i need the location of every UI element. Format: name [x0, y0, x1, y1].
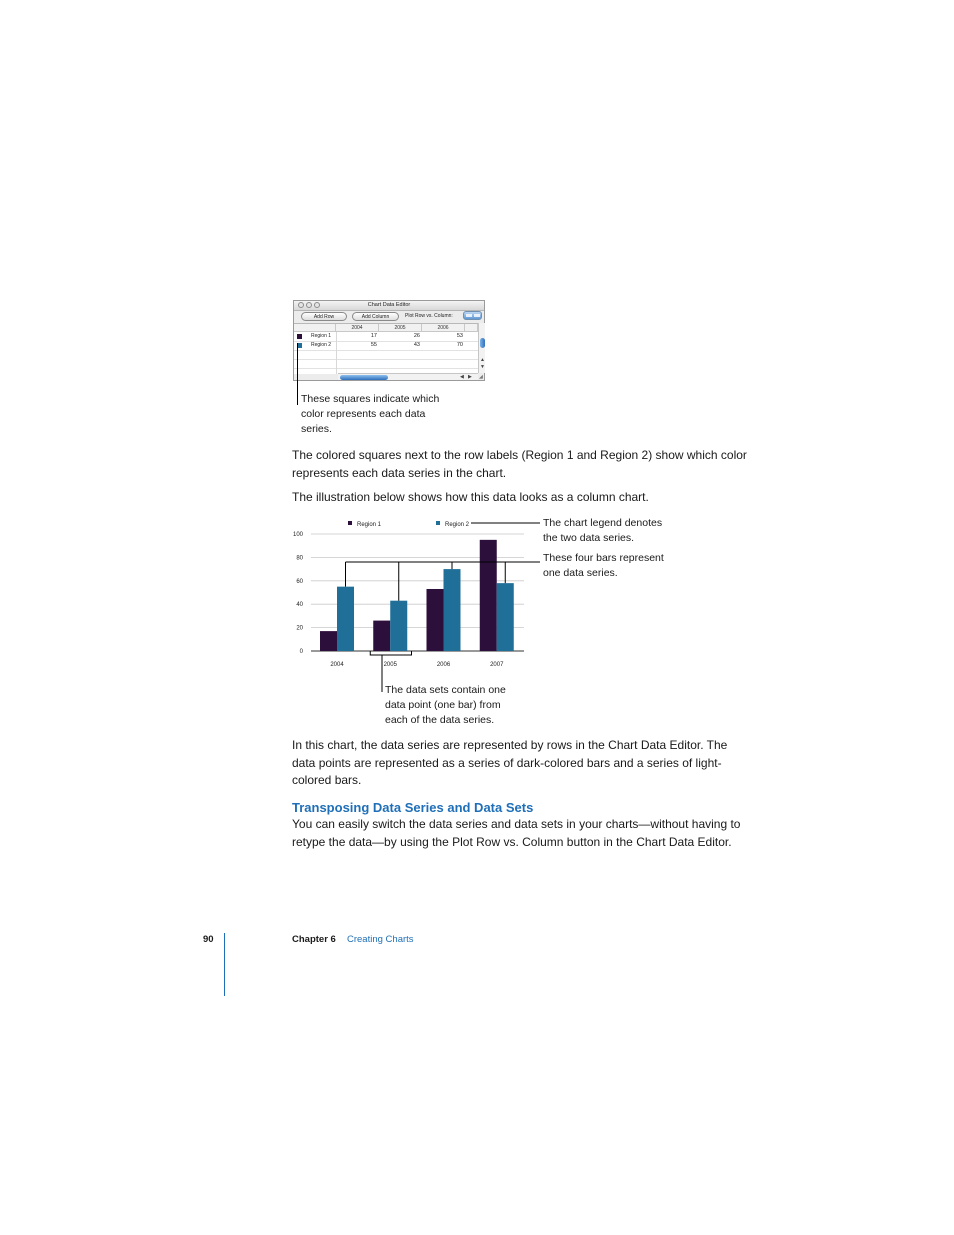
bar: [390, 601, 407, 651]
paragraph-line: The colored squares next to the row labels (Region 1 and Region 2) show which color: [292, 448, 747, 462]
column-header[interactable]: 2004: [336, 324, 379, 332]
paragraph-line: In this chart, the data series are represented by rows in the Chart Data Editor. The: [292, 738, 728, 752]
callout-line-text: the two data series.: [543, 532, 635, 544]
row-label-region-1[interactable]: Region 1: [311, 333, 332, 339]
legend-label: Region 2: [445, 522, 470, 528]
paragraph-line: colored bars.: [292, 773, 362, 787]
callout-line-text: The chart legend denotes: [543, 517, 663, 529]
paragraph-line: data points are represented as a series of dark-colored bars and a series of light-: [292, 755, 722, 770]
data-cell[interactable]: 55: [370, 342, 377, 348]
callout-line-text: one data series.: [543, 567, 618, 579]
chart-layer: [293, 521, 540, 692]
bar: [497, 583, 514, 651]
callout-line-text: The data sets contain one: [385, 684, 506, 696]
column-header[interactable]: 2006: [422, 324, 465, 332]
scroll-down-arrow-icon[interactable]: ▼: [480, 364, 485, 370]
bar: [320, 631, 337, 651]
paragraph-line: You can easily switch the data series and data sets in your charts—without having to: [292, 817, 741, 831]
add-row-button[interactable]: Add Row: [301, 312, 347, 321]
y-tick-label: 40: [296, 602, 303, 609]
page-number: 90: [203, 934, 214, 945]
x-tick-label: 2004: [330, 662, 344, 668]
editor-title: Chart Data Editor: [367, 302, 411, 308]
paragraph-line: retype the data—by using the Plot Row vs. Column button in the Chart Data Editor.: [292, 834, 732, 849]
add-column-button[interactable]: Add Column: [352, 312, 399, 321]
paragraph-transposing: [292, 816, 740, 851]
plot-row-column-label: Plot Row vs. Column:: [405, 313, 453, 319]
data-cell[interactable]: 17: [370, 333, 377, 339]
x-tick-label: 2005: [383, 662, 397, 668]
paragraph-line: represents each data series in the chart.: [292, 465, 507, 480]
footer-rule: [224, 933, 225, 996]
data-cell[interactable]: 70: [456, 342, 463, 348]
x-tick-label: 2006: [436, 662, 451, 668]
column-header[interactable]: 2005: [379, 324, 422, 332]
row-label-region-2[interactable]: Region 2: [311, 342, 332, 348]
bar: [480, 540, 497, 651]
legend-swatch: [436, 521, 440, 525]
chapter-title-link[interactable]: Creating Charts: [347, 934, 414, 945]
section-heading: Transposing Data Series and Data Sets: [292, 800, 534, 815]
callout-line-text: series.: [301, 423, 332, 435]
y-tick-label: 20: [296, 625, 303, 632]
callout-line-text: These squares indicate which: [301, 393, 440, 405]
bar: [427, 589, 444, 651]
data-sets-callout: [385, 683, 506, 728]
paragraph-chart-explanation: [292, 737, 727, 790]
y-tick-label: 60: [296, 578, 303, 585]
resize-grip-icon[interactable]: ◢: [479, 374, 483, 380]
y-tick-label: 100: [292, 532, 303, 538]
bar: [373, 621, 390, 651]
data-cell[interactable]: 43: [413, 342, 420, 348]
chapter-label: Chapter 6: [292, 934, 336, 945]
y-tick-label: 0: [299, 649, 303, 655]
bar: [444, 569, 461, 651]
callout-line-text: each of the data series.: [385, 714, 495, 726]
scroll-left-arrow-icon[interactable]: ◀: [460, 374, 464, 380]
x-tick-label: 2007: [490, 662, 504, 668]
legend-label: Region 1: [357, 522, 382, 528]
callout-line-text: These four bars represent: [543, 552, 664, 564]
data-set-bracket: [370, 651, 411, 655]
data-cell[interactable]: 53: [456, 333, 463, 339]
callout-line-text: data point (one bar) from: [385, 699, 501, 711]
four-bars-callout: [543, 551, 664, 581]
legend-swatch: [348, 521, 352, 525]
paragraph-illustration-intro: The illustration below shows how this data looks as a column chart.: [292, 490, 649, 504]
bar: [337, 587, 354, 651]
scroll-up-arrow-icon[interactable]: ▲: [480, 357, 485, 363]
data-cell[interactable]: 26: [413, 333, 420, 339]
legend-callout: [543, 516, 662, 546]
callout-line-text: color represents each data: [301, 408, 426, 420]
y-tick-label: 80: [296, 555, 303, 562]
scroll-right-arrow-icon[interactable]: ▶: [468, 374, 472, 380]
